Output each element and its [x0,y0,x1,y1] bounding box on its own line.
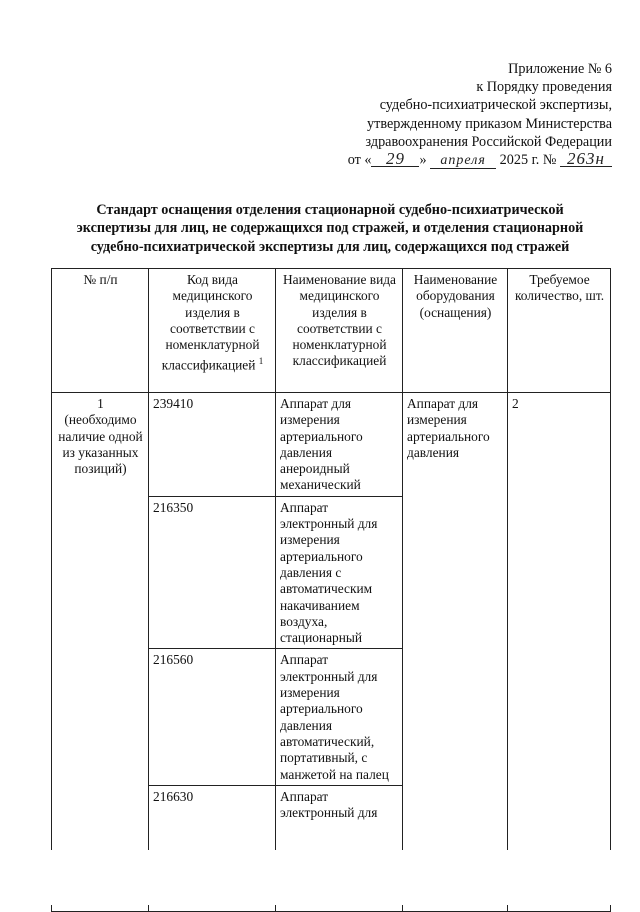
equipment-cell: Аппарат для измерения артериального давления [403,393,508,912]
appendix-line: судебно-психиатрической экспертизы, [379,97,612,114]
header-kind-name: Наименование вида медицинского изделия в соответствии с номенклатурной классификацией [276,269,403,393]
appendix-line: к Порядку проведения [476,79,612,96]
appendix-header [322,60,612,169]
group-number: 1 [97,396,104,411]
date-prefix: от « [347,152,372,169]
kind-name-cell: Аппарат электронный для измерения артериального давления с автоматическим накачиванием воздуха, стационарный [276,496,403,649]
code-cell: 239410 [149,393,276,497]
document-title [40,201,620,256]
appendix-title: Приложение № 6 [508,61,612,77]
table-row [52,393,611,497]
table-header-row [52,269,611,393]
appendix-date-line [322,151,612,169]
title-line: Стандарт оснащения отделения стационарной судебно-психиатрической [96,202,564,218]
header-quantity: Требуемое количество, шт. [508,269,611,393]
date-year: 2025 г. № [499,152,557,169]
page-bottom-margin [0,850,640,905]
group-number-cell [52,393,149,912]
header-code [149,269,276,393]
header-number: № п/п [52,269,149,393]
quantity-cell: 2 [508,393,611,912]
handwritten-day: 29 [371,152,419,167]
equipment-table [51,268,611,912]
kind-name-cell: Аппарат электронный для измерения артериального давления автоматический, портативный, с манжетой на палец [276,649,403,785]
handwritten-number: 263н [560,152,612,167]
code-cell: 216350 [149,496,276,649]
kind-name-cell: Аппарат для измерения артериального давления анероидный механический [276,393,403,497]
handwritten-month: апреля [430,154,496,169]
footnote-mark: 1 [258,356,264,367]
group-note: (необходимо наличие одной из указанных позиций) [58,412,143,477]
date-quote: » [419,152,427,169]
code-cell: 216560 [149,649,276,785]
header-equipment-name: Наименование оборудования (оснащения) [403,269,508,393]
appendix-line: утвержденному приказом Министерства [367,115,612,132]
kind-name-cell: Аппарат электронный для [276,785,403,911]
title-line: судебно-психиатрической экспертизы для лиц, содержащихся под стражей [90,238,570,255]
header-code-text: Код вида медицинского изделия в соответствии с номенклатурной классификацией [161,272,260,373]
title-line: экспертизы для лиц, не содержащихся под стражей, и отделения стационарной [76,220,584,237]
appendix-line: здравоохранения Российской Федерации [365,133,612,150]
code-cell: 216630 [149,785,276,911]
